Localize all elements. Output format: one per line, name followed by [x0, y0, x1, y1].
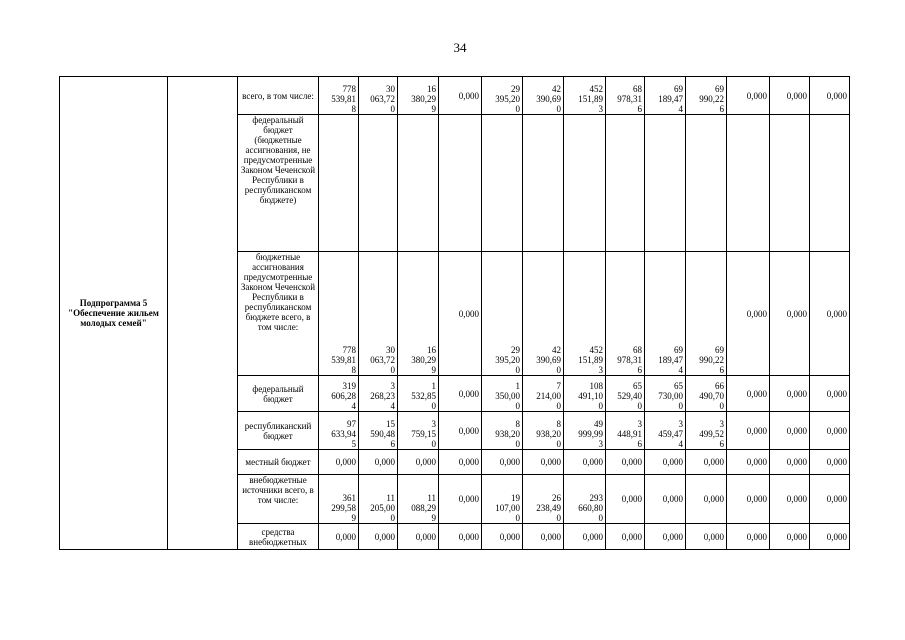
value-cell [398, 77, 439, 115]
value-text: 0,000 [826, 494, 847, 504]
value-cell [686, 252, 727, 376]
value-text: 0,000 [703, 531, 724, 542]
value-text: 0,000 [746, 457, 767, 467]
value-cell [359, 115, 398, 252]
value-cell [727, 524, 770, 550]
value-cell [686, 412, 727, 450]
row-label: федеральный бюджет (бюджетные ассигнования, не предусмотренные Законом Чеченской Республики в республиканском бюджете) [238, 115, 319, 252]
value-cell [645, 450, 686, 475]
value-cell [770, 115, 810, 252]
row-label: средства внебюджетных [238, 524, 319, 550]
value-text: 1 350,00 0 [495, 381, 520, 411]
value-text: 0,000 [703, 457, 724, 467]
value-text: 0,000 [458, 457, 479, 467]
value-text: 0,000 [621, 457, 642, 467]
value-text: 0,000 [499, 531, 520, 542]
value-text: 49 999,99 3 [578, 419, 603, 449]
value-cell [319, 252, 359, 376]
value-cell [359, 450, 398, 475]
value-text: 3 759,15 0 [411, 419, 436, 449]
value-text: 0,000 [458, 308, 479, 319]
value-text: 0,000 [826, 388, 847, 399]
value-text: 0,000 [826, 425, 847, 436]
value-cell [606, 450, 645, 475]
value-text: 0,000 [786, 457, 807, 467]
value-cell [770, 475, 810, 524]
value-text: 0,000 [374, 457, 395, 467]
value-text: 0,000 [335, 457, 356, 467]
value-cell [770, 77, 810, 115]
value-text: 778 539,81 8 [331, 84, 356, 114]
value-cell [810, 376, 850, 412]
value-cell [398, 115, 439, 252]
value-cell [810, 115, 850, 252]
value-text: 69 189,47 4 [658, 345, 683, 375]
value-text: 0,000 [826, 531, 847, 542]
value-text: 0,000 [746, 531, 767, 542]
table-body [60, 77, 850, 550]
value-cell [564, 77, 606, 115]
value-cell [770, 376, 810, 412]
value-cell [727, 376, 770, 412]
value-cell [564, 524, 606, 550]
value-cell [398, 524, 439, 550]
value-text: 1 532,85 0 [411, 381, 436, 411]
value-cell [686, 524, 727, 550]
value-text: 0,000 [458, 90, 479, 101]
value-text: 69 189,47 4 [658, 84, 683, 114]
value-cell [439, 475, 482, 524]
value-text: 0,000 [786, 308, 807, 319]
value-cell [770, 524, 810, 550]
value-text: 11 205,00 0 [370, 493, 395, 523]
value-text: 26 238,49 0 [536, 493, 561, 523]
value-cell [398, 252, 439, 376]
value-cell [359, 77, 398, 115]
value-cell [727, 77, 770, 115]
value-text: 68 978,31 6 [617, 345, 642, 375]
program-title-cell: Подпрограмма 5 "Обеспечение жильем молодых семей" [60, 77, 168, 550]
value-text: 7 214,00 0 [536, 381, 561, 411]
value-cell [727, 412, 770, 450]
value-cell [564, 252, 606, 376]
value-cell [727, 475, 770, 524]
value-cell [439, 412, 482, 450]
table-row [60, 77, 850, 115]
value-cell [439, 450, 482, 475]
value-text: 293 660,80 0 [578, 493, 603, 523]
value-text: 0,000 [746, 308, 767, 319]
value-cell [523, 376, 564, 412]
value-text: 0,000 [582, 531, 603, 542]
value-cell [810, 475, 850, 524]
value-cell [645, 77, 686, 115]
value-text: 778 539,81 8 [331, 345, 356, 375]
value-cell [606, 376, 645, 412]
value-text: 3 459,47 4 [658, 419, 683, 449]
value-cell [359, 252, 398, 376]
value-text: 0,000 [826, 90, 847, 101]
value-text: 0,000 [662, 531, 683, 542]
value-text: 11 088,29 9 [411, 493, 436, 523]
value-cell [810, 252, 850, 376]
value-text: 0,000 [786, 531, 807, 542]
value-cell [359, 524, 398, 550]
value-cell [482, 115, 523, 252]
value-cell [727, 252, 770, 376]
value-text: 0,000 [540, 457, 561, 467]
value-cell [482, 77, 523, 115]
value-cell [645, 412, 686, 450]
value-cell [319, 115, 359, 252]
value-text: 0,000 [786, 90, 807, 101]
value-cell [319, 412, 359, 450]
value-cell [686, 450, 727, 475]
value-text: 319 606,28 4 [331, 381, 356, 411]
value-text: 0,000 [335, 531, 356, 542]
value-text: 0,000 [458, 494, 479, 504]
value-cell [564, 412, 606, 450]
value-cell [645, 376, 686, 412]
value-text: 0,000 [415, 457, 436, 467]
value-cell [439, 376, 482, 412]
value-cell [319, 376, 359, 412]
value-text: 29 395,20 0 [495, 84, 520, 114]
value-cell [482, 252, 523, 376]
value-text: 30 063,72 0 [370, 345, 395, 375]
value-text: 108 491,10 0 [578, 381, 603, 411]
value-cell [482, 376, 523, 412]
value-text: 0,000 [786, 494, 807, 504]
empty-cell [168, 77, 238, 550]
value-cell [606, 412, 645, 450]
value-cell [482, 475, 523, 524]
value-text: 3 499,52 6 [699, 419, 724, 449]
value-cell [606, 77, 645, 115]
value-cell [770, 450, 810, 475]
value-text: 0,000 [746, 90, 767, 101]
value-cell [319, 475, 359, 524]
value-text: 0,000 [826, 308, 847, 319]
row-label: республиканский бюджет [238, 412, 319, 450]
value-cell [606, 524, 645, 550]
value-text: 68 978,31 6 [617, 84, 642, 114]
value-text: 97 633,94 5 [331, 419, 356, 449]
value-cell [727, 450, 770, 475]
value-text: 15 590,48 6 [370, 419, 395, 449]
value-text: 0,000 [374, 531, 395, 542]
value-cell [810, 77, 850, 115]
value-cell [482, 412, 523, 450]
value-cell [359, 412, 398, 450]
value-text: 3 448,91 6 [617, 419, 642, 449]
row-label: бюджетные ассигнования предусмотренные Законом Чеченской Республики в республиканском бюджете всего, в том числе: [238, 252, 319, 376]
value-text: 16 380,29 9 [411, 345, 436, 375]
value-text: 42 390,69 0 [536, 345, 561, 375]
value-cell [810, 450, 850, 475]
value-text: 0,000 [458, 531, 479, 542]
value-cell [686, 376, 727, 412]
value-cell [319, 450, 359, 475]
value-text: 0,000 [746, 494, 767, 504]
value-cell [523, 524, 564, 550]
value-cell [606, 475, 645, 524]
value-text: 42 390,69 0 [536, 84, 561, 114]
value-cell [523, 252, 564, 376]
value-text: 65 529,40 0 [617, 381, 642, 411]
value-cell [523, 475, 564, 524]
value-text: 65 730,00 0 [658, 381, 683, 411]
value-text: 0,000 [621, 531, 642, 542]
value-cell [770, 412, 810, 450]
value-cell [606, 252, 645, 376]
value-cell [359, 376, 398, 412]
value-cell [564, 450, 606, 475]
value-cell [645, 115, 686, 252]
value-text: 0,000 [458, 425, 479, 436]
value-text: 0,000 [621, 494, 642, 504]
value-text: 69 990,22 6 [699, 84, 724, 114]
value-text: 8 938,20 0 [536, 419, 561, 449]
value-cell [439, 77, 482, 115]
value-cell [523, 412, 564, 450]
value-text: 0,000 [582, 457, 603, 467]
value-text: 0,000 [786, 425, 807, 436]
value-cell [564, 376, 606, 412]
value-text: 66 490,70 0 [699, 381, 724, 411]
value-text: 0,000 [826, 457, 847, 467]
value-cell [645, 252, 686, 376]
value-cell [770, 252, 810, 376]
value-cell [564, 475, 606, 524]
row-label: всего, в том числе: [238, 77, 319, 115]
value-cell [645, 524, 686, 550]
value-text: 0,000 [662, 494, 683, 504]
value-text: 8 938,20 0 [495, 419, 520, 449]
value-text: 0,000 [458, 388, 479, 399]
value-text: 19 107,00 0 [495, 493, 520, 523]
value-cell [686, 115, 727, 252]
value-text: 0,000 [415, 531, 436, 542]
value-cell [439, 115, 482, 252]
value-cell [523, 77, 564, 115]
value-text: 0,000 [746, 388, 767, 399]
value-text: 3 268,23 4 [370, 381, 395, 411]
value-cell [319, 77, 359, 115]
value-text: 0,000 [662, 457, 683, 467]
value-cell [523, 115, 564, 252]
value-text: 0,000 [703, 494, 724, 504]
value-cell [439, 252, 482, 376]
value-cell [810, 524, 850, 550]
value-text: 30 063,72 0 [370, 84, 395, 114]
value-cell [523, 450, 564, 475]
value-text: 16 380,29 9 [411, 84, 436, 114]
value-text: 0,000 [499, 457, 520, 467]
value-cell [686, 475, 727, 524]
value-cell [319, 524, 359, 550]
value-cell [359, 475, 398, 524]
value-text: 29 395,20 0 [495, 345, 520, 375]
value-cell [482, 450, 523, 475]
value-cell [398, 412, 439, 450]
value-cell [810, 412, 850, 450]
value-cell [564, 115, 606, 252]
page-number: 34 [453, 40, 467, 55]
row-label: федеральный бюджет [238, 376, 319, 412]
row-label: внебюджетные источники всего, в том числе: [238, 475, 319, 524]
value-cell [439, 524, 482, 550]
value-text: 0,000 [746, 425, 767, 436]
value-cell [482, 524, 523, 550]
value-cell [606, 115, 645, 252]
value-cell [727, 115, 770, 252]
value-text: 452 151,89 3 [578, 345, 603, 375]
value-text: 69 990,22 6 [699, 345, 724, 375]
value-cell [398, 376, 439, 412]
value-text: 0,000 [786, 388, 807, 399]
value-cell [645, 475, 686, 524]
budget-table [59, 76, 850, 550]
value-cell [398, 450, 439, 475]
row-label: местный бюджет [238, 450, 319, 475]
value-cell [686, 77, 727, 115]
value-cell [398, 475, 439, 524]
value-text: 361 299,58 9 [331, 493, 356, 523]
value-text: 0,000 [540, 531, 561, 542]
value-text: 452 151,89 3 [578, 84, 603, 114]
